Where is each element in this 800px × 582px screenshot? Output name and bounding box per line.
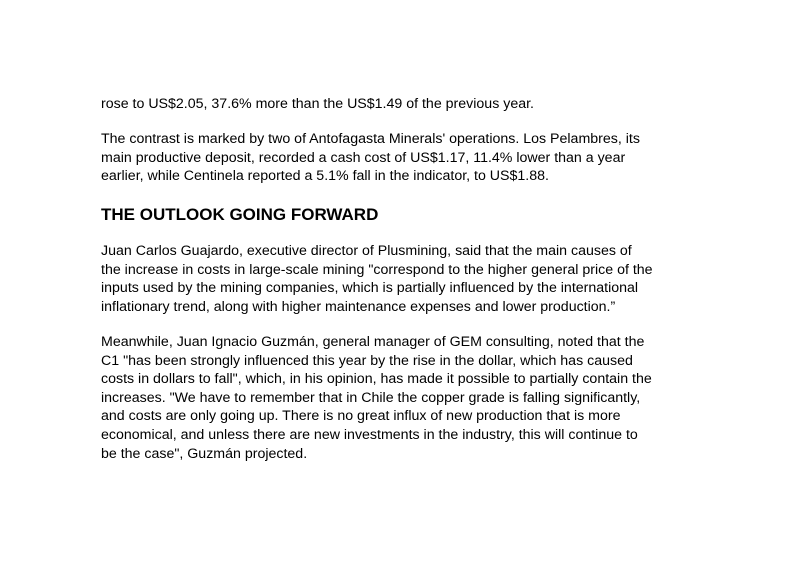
paragraph-guzman-quote bbox=[101, 333, 711, 463]
text-line: The contrast is marked by two of Antofagasta Minerals' operations. Los Pelambres, its bbox=[101, 131, 640, 147]
text-line: earlier, while Centinela reported a 5.1% fall in the indicator, to US$1.88. bbox=[101, 168, 549, 185]
text-line: main productive deposit, recorded a cash cost of US$1.17, 11.4% lower than a year bbox=[101, 149, 626, 166]
text-line: and costs are only going up. There is no great influx of new production that is more bbox=[101, 408, 621, 425]
text-line: Meanwhile, Juan Ignacio Guzmán, general manager of GEM consulting, noted that the bbox=[101, 334, 645, 350]
paragraph-antofagasta-operations bbox=[101, 130, 711, 186]
text-line: inflationary trend, along with higher maintenance expenses and lower production.” bbox=[101, 298, 616, 315]
text-line: be the case", Guzmán projected. bbox=[101, 445, 308, 462]
text-line: costs in dollars to fall", which, in his opinion, has made it possible to partially contain the bbox=[101, 371, 652, 388]
text-line: the increase in costs in large-scale mining "correspond to the higher general price of the bbox=[101, 261, 653, 278]
text-line: C1 "has been strongly influenced this year by the rise in the dollar, which has caused bbox=[101, 352, 633, 369]
text-line: increases. "We have to remember that in Chile the copper grade is falling significantly, bbox=[101, 389, 641, 406]
text-line: Juan Carlos Guajardo, executive director of Plusmining, said that the main causes of bbox=[101, 243, 632, 259]
text-line: rose to US$2.05, 37.6% more than the US$1.49 of the previous year. bbox=[101, 96, 534, 112]
text-line: economical, and unless there are new investments in the industry, this will continue to bbox=[101, 426, 638, 443]
paragraph-guajardo-quote bbox=[101, 242, 711, 316]
text-line: inputs used by the mining companies, which is partially influenced by the international bbox=[101, 280, 639, 297]
section-heading: THE OUTLOOK GOING FORWARD bbox=[101, 205, 379, 224]
paragraph-cash-cost-rise bbox=[101, 95, 711, 114]
